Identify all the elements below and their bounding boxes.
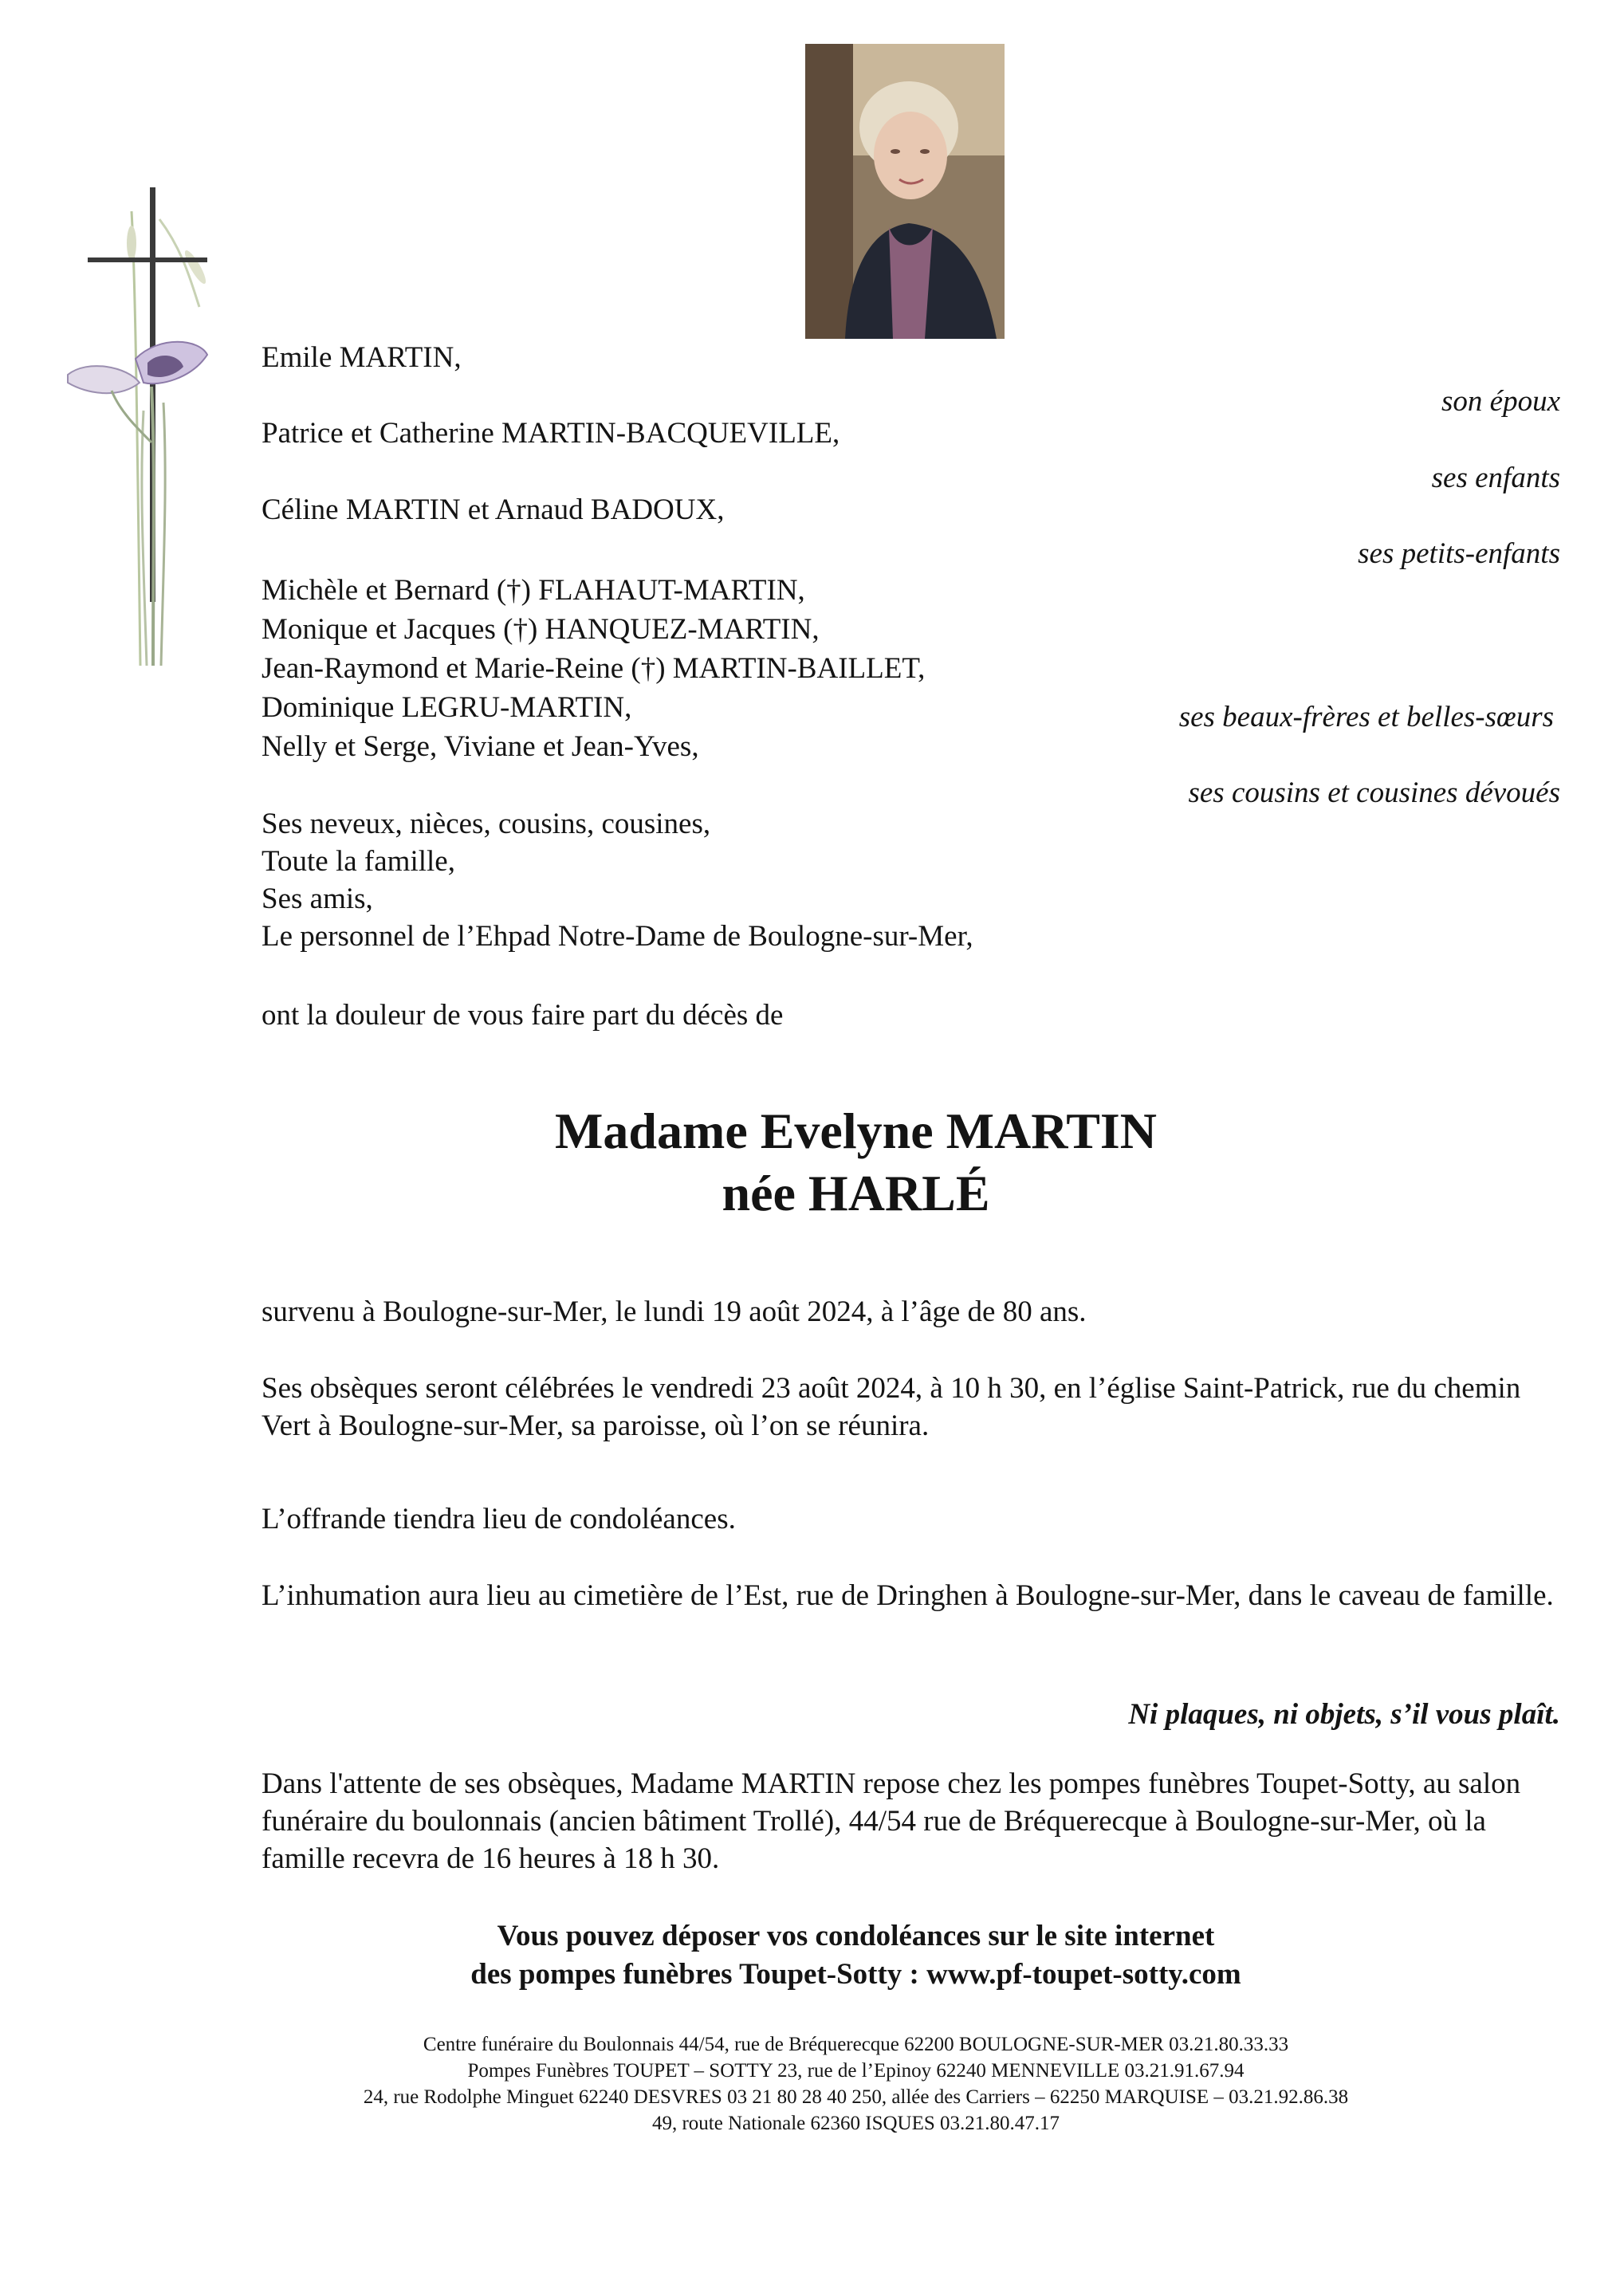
relation-label: ses petits-enfants — [1358, 537, 1560, 570]
family-line: Jean-Raymond et Marie-Reine (†) MARTIN-BAILLET, — [261, 652, 926, 685]
family-line: Emile MARTIN, — [261, 341, 462, 374]
deceased-name: Madame Evelyne MARTIN — [555, 1103, 1157, 1159]
family-line: Patrice et Catherine MARTIN-BACQUEVILLE, — [261, 417, 840, 450]
family-line: Le personnel de l’Ehpad Notre-Dame de Boulogne-sur-Mer, — [261, 920, 973, 953]
viewing-info: Dans l'attente de ses obsèques, Madame MARTIN repose chez les pompes funèbres Toupet-Sotty, au salon funéraire du boulonnais (ancien bâtiment Trollé), 44/54 rue de Bréquerecque à Boulogne-sur-Mer, où la famille recevra de 16 heures à 18 h 30. — [261, 1767, 1521, 1875]
family-line: Michèle et Bernard (†) FLAHAUT-MARTIN, — [261, 574, 805, 607]
cross-with-lily-icon — [64, 187, 255, 682]
footer-address: Pompes Funèbres TOUPET – SOTTY 23, rue de l’Epinoy 62240 MENNEVILLE 03.21.91.67.94 — [467, 2060, 1245, 2082]
footer-address: Centre funéraire du Boulonnais 44/54, rue de Bréquerecque 62200 BOULOGNE-SUR-MER 03.21.80.33.33 — [423, 2034, 1289, 2055]
family-line: Céline MARTIN et Arnaud BADOUX, — [261, 493, 725, 526]
relation-label: ses cousins et cousines dévoués — [1188, 776, 1560, 809]
relation-label: ses enfants — [1431, 462, 1560, 494]
portrait-photo — [805, 44, 1005, 339]
family-line: Dominique LEGRU-MARTIN, — [261, 691, 632, 724]
family-line: Monique et Jacques (†) HANQUEZ-MARTIN, — [261, 613, 820, 646]
death-info: survenu à Boulogne-sur-Mer, le lundi 19 août 2024, à l’âge de 80 ans. — [261, 1295, 1087, 1328]
funeral-info: Ses obsèques seront célébrées le vendredi 23 août 2024, à 10 h 30, en l’église Saint-Patrick, rue du chemin Vert à Boulogne-sur-Mer, sa paroisse, où l’on se réunira. — [261, 1372, 1521, 1442]
no-flowers-note: Ni plaques, ni objets, s’il vous plaît. — [1128, 1698, 1560, 1731]
condolences-line: Vous pouvez déposer vos condoléances sur le site internet — [497, 1920, 1215, 1952]
family-line: Ses amis, — [261, 883, 373, 915]
relation-label: son époux — [1441, 385, 1560, 418]
family-line: Toute la famille, — [261, 845, 455, 878]
burial-info: L’inhumation aura lieu au cimetière de l’Est, rue de Dringhen à Boulogne-sur-Mer, dans le caveau de famille. — [261, 1579, 1554, 1612]
announcement-line: ont la douleur de vous faire part du décès de — [261, 999, 784, 1032]
family-line: Ses neveux, nièces, cousins, cousines, — [261, 808, 711, 840]
footer-address: 24, rue Rodolphe Minguet 62240 DESVRES 03 21 80 28 40 250, allée des Carriers – 62250 MARQUISE – 03.21.92.86.38 — [363, 2086, 1349, 2108]
condolences-link[interactable]: des pompes funèbres Toupet-Sotty : www.pf-toupet-sotty.com — [470, 1958, 1241, 1991]
deceased-maiden-name: née HARLÉ — [722, 1165, 990, 1221]
family-line: Nelly et Serge, Viviane et Jean-Yves, — [261, 730, 699, 763]
relation-label: ses beaux-frères et belles-sœurs — [1178, 701, 1554, 733]
offering-info: L’offrande tiendra lieu de condoléances. — [261, 1503, 736, 1535]
footer-address: 49, route Nationale 62360 ISQUES 03.21.80.47.17 — [651, 2113, 1060, 2134]
